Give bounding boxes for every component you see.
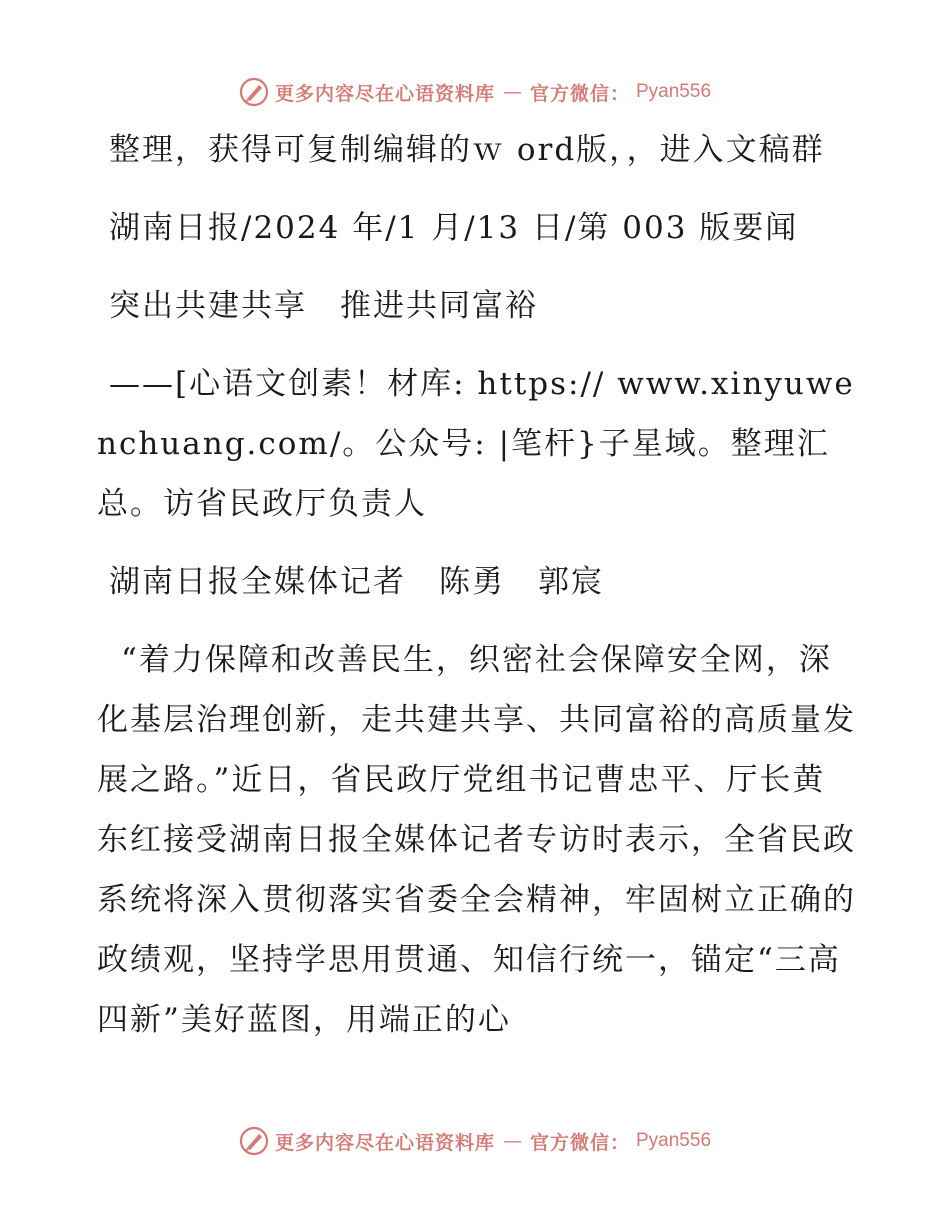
header-wechat-id: Pyan556 [636,81,712,102]
header-banner-dash: — [502,81,522,103]
footer-banner-dash: — [502,1130,522,1152]
footer-wechat-id: Pyan556 [636,1130,712,1151]
document-body [97,120,857,1050]
header-wechat-label: 官方微信： [529,82,630,105]
intro-paragraph: 整理，获得可复制编辑的ｗ ord版，，进入文稿群 [109,132,825,168]
footer-wechat-label: 官方微信： [529,1131,630,1154]
footer-banner-text: 更多内容尽在心语资料库 [274,1131,495,1154]
header-banner-text: 更多内容尽在心语资料库 [274,82,495,105]
byline: 湖南日报全媒体记者 陈勇 郭宸 [109,564,604,600]
footer-watermark-banner [0,1121,950,1161]
headline: 突出共建共享 推进共同富裕 [109,288,538,324]
quill-pen-logo-icon [239,77,269,107]
subheadline: ——[心语文创素！材库: https:// www.xinyuwenchuang.com/。公众号: |笔杆}子星域。整理汇总。访省民政厅负责人 [97,366,855,522]
lead-paragraph: “着力保障和改善民生，织密社会保障安全网，深化基层治理创新，走共建共享、共同富裕的高质量发展之路。”近日，省民政厅党组书记曹忠平、厅长黄东红接受湖南日报全媒体记者专访时表示，全省民政系统将深入贯彻落实省委全会精神，牢固树立正确的政绩观，坚持学思用贯通、知信行统一，锚定“三高四新”美好蓝图，用端正的心 [97,642,856,1038]
source-line: 湖南日报/2024 年/1 月/13 日/第 003 版要闻 [109,210,799,246]
header-watermark-banner [0,72,950,112]
quill-pen-logo-icon [239,1126,269,1156]
